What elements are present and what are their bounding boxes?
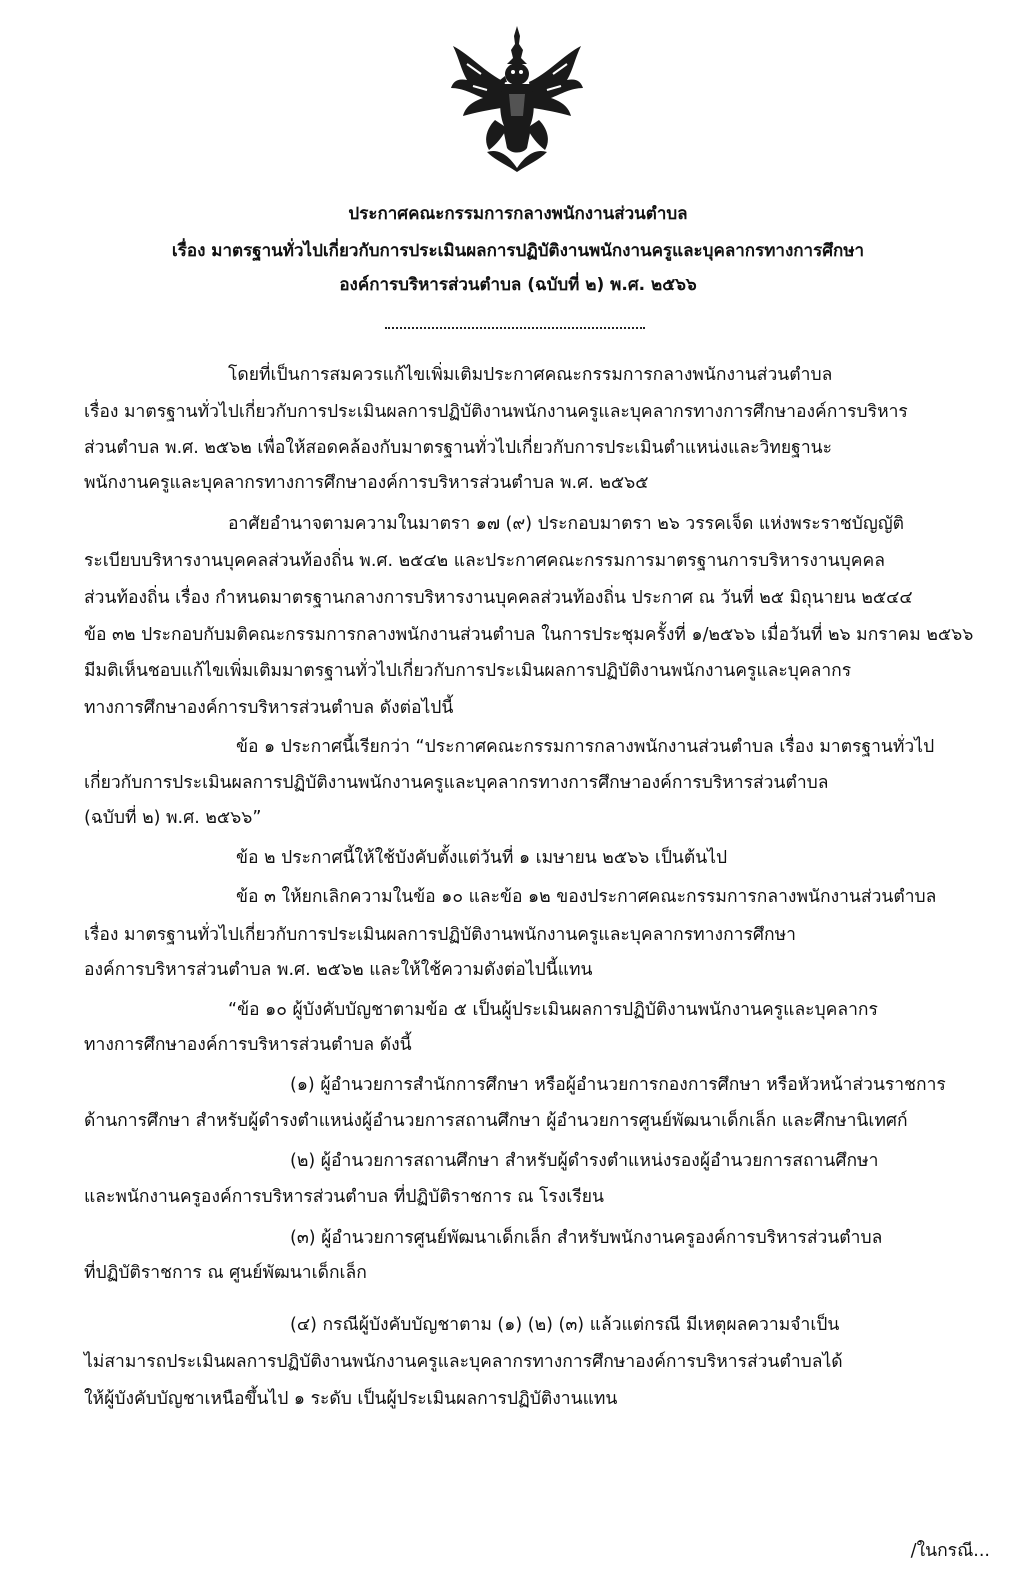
paragraph-line: มีมติเห็นชอบแก้ไขเพิ่มเติมมาตรฐานทั่วไปเกี่ยวกับการประเมินผลการปฏิบัติงานพนักงานครูและบุคลากร xyxy=(84,661,852,681)
announcement-subject-cont: องค์การบริหารส่วนตำบล (ฉบับที่ ๒) พ.ศ. ๒๕๖๖ xyxy=(339,275,697,295)
clause-3-line: เรื่อง มาตรฐานทั่วไปเกี่ยวกับการประเมินผลการปฏิบัติงานพนักงานครูและบุคลากรทางการศึกษา xyxy=(84,925,796,945)
announcement-title: ประกาศคณะกรรมการกลางพนักงานส่วนตำบล xyxy=(348,204,688,224)
paragraph-line: ส่วนตำบล พ.ศ. ๒๕๖๒ เพื่อให้สอดคล้องกับมาตรฐานทั่วไปเกี่ยวกับการประเมินตำแหน่งและวิทยฐานะ xyxy=(84,438,833,458)
sub-item-4-line: ให้ผู้บังคับบัญชาเหนือขึ้นไป ๑ ระดับ เป็นผู้ประเมินผลการปฏิบัติงานแทน xyxy=(84,1389,618,1409)
sub-item-4-line: (๔) กรณีผู้บังคับบัญชาตาม (๑) (๒) (๓) แล้วแต่กรณี มีเหตุผลความจำเป็น xyxy=(290,1315,840,1335)
clause-2-line: ข้อ ๒ ประกาศนี้ให้ใช้บังคับตั้งแต่วันที่ ๑ เมษายน ๒๕๖๖ เป็นต้นไป xyxy=(236,848,728,868)
sub-item-1-line: ด้านการศึกษา สำหรับผู้ดำรงตำแหน่งผู้อำนวยการสถานศึกษา ผู้อำนวยการศูนย์พัฒนาเด็กเล็ก และศึกษานิเทศก์ xyxy=(84,1111,908,1131)
clause-10-line: ทางการศึกษาองค์การบริหารส่วนตำบล ดังนี้ xyxy=(84,1035,412,1055)
clause-3-line: องค์การบริหารส่วนตำบล พ.ศ. ๒๕๖๒ และให้ใช้ความดังต่อไปนี้แทน xyxy=(84,960,593,980)
paragraph-line: ทางการศึกษาองค์การบริหารส่วนตำบล ดังต่อไปนี้ xyxy=(84,698,454,718)
paragraph-line: พนักงานครูและบุคลากรทางการศึกษาองค์การบริหารส่วนตำบล พ.ศ. ๒๕๖๕ xyxy=(84,473,649,493)
clause-1-line: เกี่ยวกับการประเมินผลการปฏิบัติงานพนักงานครูและบุคลากรทางการศึกษาองค์การบริหารส่วนตำบล xyxy=(84,773,829,793)
sub-item-2-line: และพนักงานครูองค์การบริหารส่วนตำบล ที่ปฏิบัติราชการ ณ โรงเรียน xyxy=(84,1187,604,1207)
paragraph-line: โดยที่เป็นการสมควรแก้ไขเพิ่มเติมประกาศคณะกรรมการกลางพนักงานส่วนตำบล xyxy=(228,365,833,385)
clause-1-line: (ฉบับที่ ๒) พ.ศ. ๒๕๖๖” xyxy=(84,808,262,828)
clause-1-line: ข้อ ๑ ประกาศนี้เรียกว่า “ประกาศคณะกรรมการกลางพนักงานส่วนตำบล เรื่อง มาตรฐานทั่วไป xyxy=(236,737,935,757)
paragraph-line: ข้อ ๓๒ ประกอบกับมติคณะกรรมการกลางพนักงานส่วนตำบล ในการประชุมครั้งที่ ๑/๒๕๖๖ เมื่อวันที่ ๒๖ มกราคม ๒๕๖๖ xyxy=(84,625,974,645)
dotted-separator xyxy=(385,327,645,329)
garuda-emblem-icon xyxy=(447,24,587,174)
clause-3-line: ข้อ ๓ ให้ยกเลิกความในข้อ ๑๐ และข้อ ๑๒ ของประกาศคณะกรรมการกลางพนักงานส่วนตำบล xyxy=(236,887,937,907)
clause-10-line: “ข้อ ๑๐ ผู้บังคับบัญชาตามข้อ ๕ เป็นผู้ประเมินผลการปฏิบัติงานพนักงานครูและบุคลากร xyxy=(228,1000,878,1020)
sub-item-1-line: (๑) ผู้อำนวยการสำนักการศึกษา หรือผู้อำนวยการกองการศึกษา หรือหัวหน้าส่วนราชการ xyxy=(290,1075,946,1095)
sub-item-3-line: ที่ปฏิบัติราชการ ณ ศูนย์พัฒนาเด็กเล็ก xyxy=(84,1263,367,1283)
announcement-subject: เรื่อง มาตรฐานทั่วไปเกี่ยวกับการประเมินผลการปฏิบัติงานพนักงานครูและบุคลากรทางการศึกษา xyxy=(171,241,865,261)
page-continuation: /ในกรณี... xyxy=(910,1541,990,1561)
paragraph-line: อาศัยอำนาจตามความในมาตรา ๑๗ (๙) ประกอบมาตรา ๒๖ วรรคเจ็ด แห่งพระราชบัญญัติ xyxy=(228,514,905,534)
paragraph-line: ระเบียบบริหารงานบุคคลส่วนท้องถิ่น พ.ศ. ๒๕๔๒ และประกาศคณะกรรมการมาตรฐานการบริหารงานบุคคล xyxy=(84,551,885,571)
sub-item-4-line: ไม่สามารถประเมินผลการปฏิบัติงานพนักงานครูและบุคลากรทางการศึกษาองค์การบริหารส่วนตำบลได้ xyxy=(84,1352,843,1372)
paragraph-line: เรื่อง มาตรฐานทั่วไปเกี่ยวกับการประเมินผลการปฏิบัติงานพนักงานครูและบุคลากรทางการศึกษาองค์การบริหาร xyxy=(84,402,908,422)
sub-item-3-line: (๓) ผู้อำนวยการศูนย์พัฒนาเด็กเล็ก สำหรับพนักงานครูองค์การบริหารส่วนตำบล xyxy=(290,1228,883,1248)
sub-item-2-line: (๒) ผู้อำนวยการสถานศึกษา สำหรับผู้ดำรงตำแหน่งรองผู้อำนวยการสถานศึกษา xyxy=(290,1151,879,1171)
paragraph-line: ส่วนท้องถิ่น เรื่อง กำหนดมาตรฐานกลางการบริหารงานบุคคลส่วนท้องถิ่น ประกาศ ณ วันที่ ๒๕ มิถุนายน ๒๕๔๔ xyxy=(84,588,913,608)
